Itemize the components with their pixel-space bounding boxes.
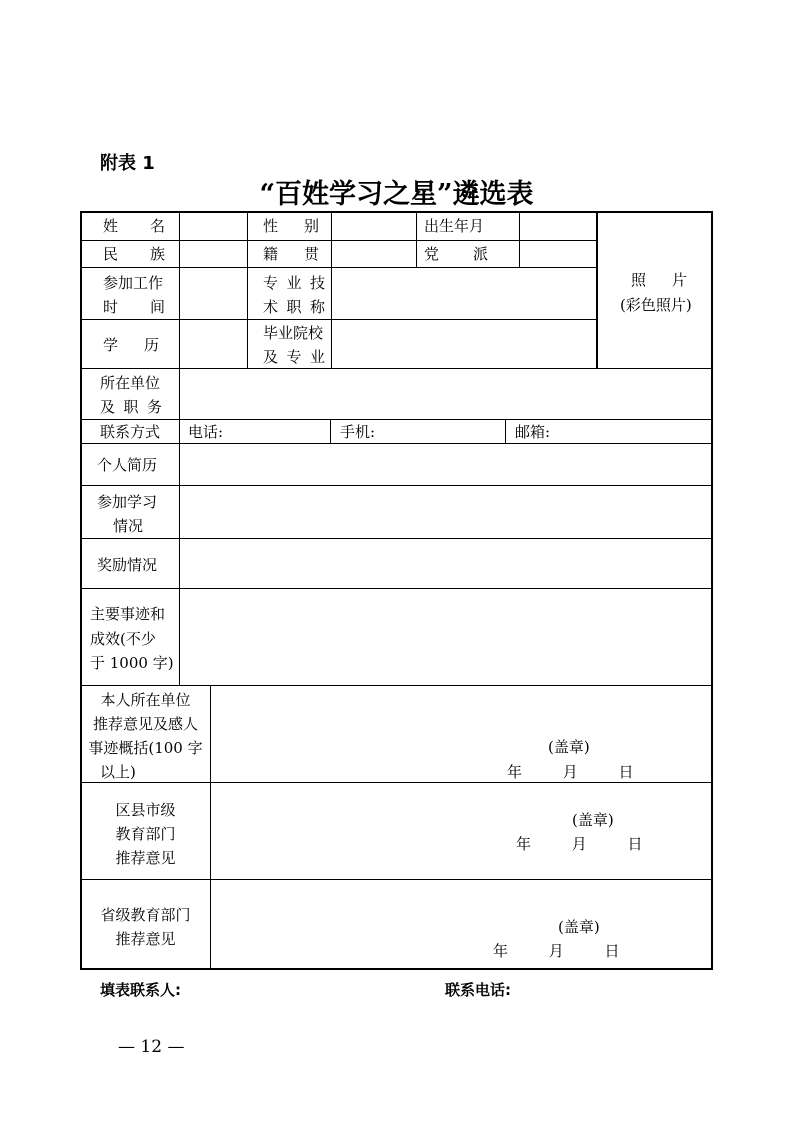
email-label: 邮箱: <box>515 423 551 441</box>
county-recommendation-field[interactable] <box>211 783 712 879</box>
grid-line <box>505 420 506 444</box>
form-title: “百姓学习之星”遴选表 <box>259 179 534 210</box>
work-start-field[interactable] <box>180 268 247 319</box>
ethnicity-label: 民 族 <box>103 245 165 263</box>
page-number: — 12 — <box>118 1037 185 1057</box>
contact-person-label: 填表联系人: <box>100 981 181 999</box>
contact-phone-label: 联系电话: <box>445 981 511 999</box>
phone-field[interactable] <box>230 420 330 443</box>
photo-note: (彩色照片) <box>620 296 692 314</box>
school-major-field[interactable] <box>332 320 596 368</box>
unit-seal: (盖章) <box>548 738 590 756</box>
contact-label: 联系方式 <box>100 423 161 441</box>
grid-line <box>247 212 248 369</box>
study-field[interactable] <box>180 486 712 538</box>
awards-label: 奖励情况 <box>97 556 158 574</box>
county-recommendation-label-2: 教育部门 <box>115 825 176 843</box>
deeds-field[interactable] <box>180 589 712 685</box>
unit-position-field[interactable] <box>180 369 712 419</box>
mobile-field[interactable] <box>380 420 505 443</box>
county-seal: (盖章) <box>572 811 614 829</box>
study-label-2: 情况 <box>113 517 144 535</box>
appendix-label: 附表 1 <box>100 153 155 174</box>
native-place-label: 籍 贯 <box>263 245 319 263</box>
unit-recommendation-label: 本人所在单位 <box>100 691 191 709</box>
photo-label: 照 片 <box>631 271 687 289</box>
deeds-label-2: 成效(不少 <box>90 630 156 648</box>
resume-label: 个人简历 <box>97 456 158 474</box>
education-field[interactable] <box>180 320 247 368</box>
unit-date: 年 月 日 <box>507 763 634 781</box>
professional-title-field[interactable] <box>332 268 596 319</box>
email-field[interactable] <box>556 420 712 443</box>
county-recommendation-label-3: 推荐意见 <box>115 849 176 867</box>
work-start-label: 参加工作 <box>103 274 164 292</box>
province-date: 年 月 日 <box>493 942 620 960</box>
phone-label: 电话: <box>188 423 224 441</box>
study-label: 参加学习 <box>97 493 158 511</box>
grid-line <box>416 212 417 268</box>
resume-field[interactable] <box>180 444 712 485</box>
name-field[interactable] <box>180 213 247 240</box>
unit-recommendation-label-3: 事迹概括(100 字 <box>88 739 203 757</box>
school-major-label-2: 及 专 业 <box>263 348 325 366</box>
ethnicity-field[interactable] <box>180 241 247 267</box>
professional-title-label: 专 业 技 <box>263 274 325 292</box>
county-recommendation-label: 区县市级 <box>115 801 176 819</box>
unit-position-label-2: 及 职 务 <box>100 398 162 416</box>
photo-box[interactable] <box>598 213 712 368</box>
province-seal: (盖章) <box>558 918 600 936</box>
work-start-label-2: 时 间 <box>103 298 165 316</box>
deeds-label-3: 于 1000 字) <box>90 654 174 672</box>
native-place-field[interactable] <box>332 241 416 267</box>
awards-field[interactable] <box>180 539 712 588</box>
birth-date-field[interactable] <box>520 213 596 240</box>
mobile-label: 手机: <box>340 423 376 441</box>
school-major-label: 毕业院校 <box>263 324 324 342</box>
gender-field[interactable] <box>332 213 416 240</box>
gender-label: 性 别 <box>263 217 319 235</box>
grid-line <box>330 420 331 444</box>
party-field[interactable] <box>520 241 596 267</box>
name-label: 姓 名 <box>103 217 165 235</box>
birth-date-label: 出生年月 <box>424 217 485 235</box>
county-date: 年 月 日 <box>516 835 643 853</box>
professional-title-label-2: 术 职 称 <box>263 298 325 316</box>
education-label: 学 历 <box>103 336 159 354</box>
unit-recommendation-label-4: 以上) <box>100 763 136 781</box>
unit-recommendation-field[interactable] <box>211 686 712 782</box>
unit-recommendation-label-2: 推荐意见及感人 <box>92 715 198 733</box>
party-label: 党 派 <box>424 245 488 263</box>
deeds-label: 主要事迹和 <box>90 605 166 623</box>
province-recommendation-label: 省级教育部门 <box>100 906 191 924</box>
unit-position-label: 所在单位 <box>100 374 161 392</box>
province-recommendation-field[interactable] <box>211 880 712 969</box>
province-recommendation-label-2: 推荐意见 <box>115 930 176 948</box>
